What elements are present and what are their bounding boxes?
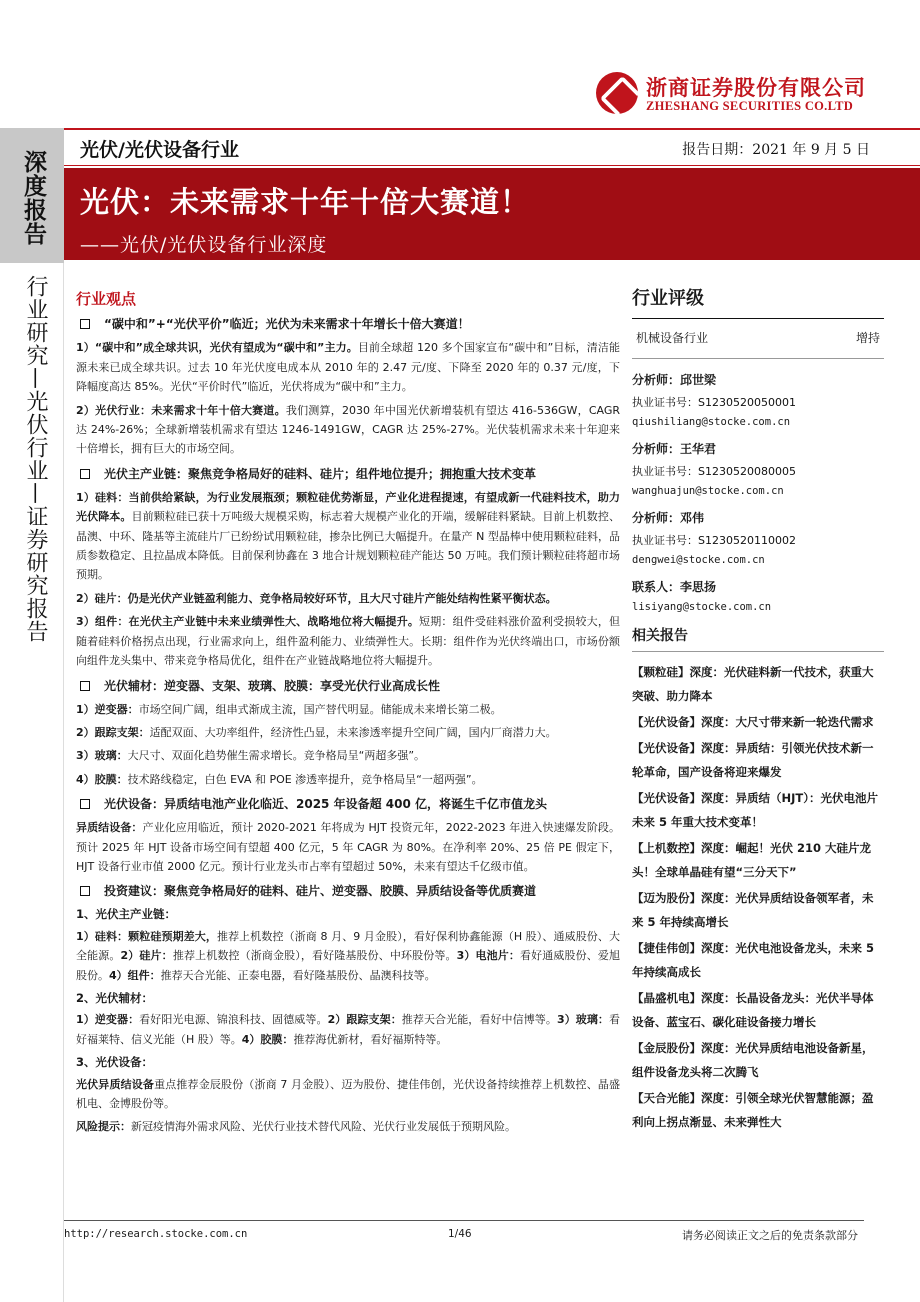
sector-name: 光伏/光伏设备行业 [80, 139, 239, 161]
related-report[interactable]: 【晶盛机电】深度：长晶设备龙头：光伏半导体设备、蓝宝石、碳化硅设备接力增长 [632, 991, 874, 1029]
rating-row [632, 319, 884, 359]
related-report[interactable]: 【捷佳伟创】深度：光伏电池设备龙头，未来 5 年持续高成长 [632, 941, 875, 979]
analyst-block [632, 371, 884, 613]
rating-value: 增持 [855, 331, 880, 345]
paragraph: 1）“碳中和”成全球共识，光伏有望成为“碳中和”主力。目前全球超 120 多个国家宣布“碳中和”目标，清洁能源未来已成全球共识。过去 10 年光伏度电成本从 2010 年的 2.47 元/度、下降至 2020 年的 0.37 元/度，下降幅度高达 85%。光伏“平价时代”临近，光伏将成为“碳中和”主力。 [76, 341, 620, 394]
paragraph: 光伏异质结设备重点推荐金辰股份（浙商 7 月金股）、迈为股份、捷佳伟创，光伏设备持续推荐上机数控、晶盛机电、金博股份等。 [76, 1077, 620, 1110]
logo-cn: 浙商证券股份有限公司 [646, 76, 866, 100]
related-report[interactable]: 【上机数控】深度：崛起！光伏 210 大硅片龙头！全球单晶硅有望“三分天下” [632, 841, 872, 879]
sub-title: 1、光伏主产业链： [76, 907, 177, 922]
analyst-email[interactable]: qiushiliang@stocke.com.cn [632, 416, 791, 428]
related-report[interactable]: 【光伏设备】深度：异质结（HJT）：光伏电池片未来 5 年重大技术变革！ [632, 791, 878, 829]
analyst-email[interactable]: dengwei@stocke.com.cn [632, 554, 765, 566]
paragraph: 1）逆变器：看好阳光电源、锦浪科技、固德威等。2）跟踪支架：推荐天合光能，看好中信博等。3）玻璃：看好福莱特、信义光能（H 股）等。4）胶膜：推荐海优新材，看好福斯特等。 [76, 1013, 621, 1046]
related-report[interactable]: 【天合光能】深度：引领全球光伏智慧能源；盈利向上拐点渐显、未来弹性大 [632, 1091, 874, 1129]
related-head: 相关报告 [632, 625, 884, 652]
main-content [76, 290, 620, 1141]
analyst-license: 执业证书号：S1230520110002 [632, 534, 796, 547]
footer-url[interactable]: http://research.stocke.com.cn [64, 1228, 248, 1240]
related-report[interactable]: 【迈为股份】深度：光伏异质结设备领军者，未来 5 年持续高增长 [632, 891, 874, 929]
checkbox-icon [80, 799, 90, 809]
paragraph: 3）组件：在光伏主产业链中未来业绩弹性大、战略地位将大幅提升。短期：组件受硅料涨价盈利受损较大，但随着硅料价格拐点出现，行业需求向上，组件盈利能力、业绩弹性大。长期：组件作为光伏终端出口，市场份额向组件龙头集中、带来竞争格局优化，组件在产业链战略地位将大幅提升。 [76, 615, 621, 668]
sub-title: 3、光伏设备： [76, 1055, 154, 1070]
bullet-heading: 光伏辅材：逆变器、支架、玻璃、胶膜：享受光伏行业高成长性 [76, 677, 620, 696]
analyst-license: 执业证书号：S1230520080005 [632, 465, 796, 478]
paragraph: 1）硅料：当前供给紧缺，为行业发展瓶颈；颗粒硅优势渐显，产业化进程提速，有望成新一代硅料技术，助力光伏降本。目前颗粒硅已获十万吨级大规模采购，标志着大规模产业化的开端，缓解硅料紧缺。目前上机数控、晶澳、中环、隆基等主流硅片厂已纷纷试用颗粒硅，掺杂比例已大幅提升。在量产 N 型晶棒中使用颗粒硅料，品质参数稳定、且拉晶成本降低。目前保利协鑫在 3 地合计规划颗粒硅产能达 50 万吨。我们预计颗粒硅将超市场预期。 [76, 490, 621, 582]
checkbox-icon [80, 469, 90, 479]
page-number: 1/46 [448, 1228, 472, 1240]
paragraph: 2）光伏行业：未来需求十年十倍大赛道。我们测算，2030 年中国光伏新增装机有望达 416-536GW，CAGR 达 24%-26%；全球新增装机需求有望达 1246-1491GW，CAGR 达 25%-27%。光伏装机需求未来十年迎来十倍增长，拥有巨大的市场空间。 [76, 403, 620, 456]
analyst-email[interactable]: wanghuajun@stocke.com.cn [632, 485, 784, 497]
paragraph: 2）硅片：仍是光伏产业链盈利能力、竞争格局较好环节，且大尺寸硅片产能处结构性紧平衡状态。 [76, 591, 557, 605]
paragraph: 1）硅料：颗粒硅预期差大，推荐上机数控（浙商 8 月、9 月金股），看好保利协鑫能源（H 股）、通威股份、大全能源。2）硅片：推荐上机数控（浙商金股），看好隆基股份、中环股份等。3）电池片：看好通威股份、爱旭股份。4）组件：推荐天合光能、正泰电器，看好隆基股份、晶澳科技等。 [76, 929, 621, 982]
report-title: 光伏：未来需求十年十倍大赛道！ [80, 185, 531, 219]
paragraph: 异质结设备：产业化应用临近，预计 2020-2021 年将成为 HJT 投资元年，2022-2023 年进入快速爆发阶段。预计 2025 年 HJT 设备市场空间有望超 400 亿元，5 年 CAGR 为 80%。在净利率 20%、25 倍 PE 假定下，HJT 设备行业市值 2000 亿元。预计行业龙头市占率有望超过 50%，未来有望达千亿级市值。 [76, 821, 621, 873]
report-subtitle: ——光伏/光伏设备行业深度 [80, 234, 328, 256]
bullet-heading: 光伏设备：异质结电池产业化临近、2025 年设备超 400 亿，将诞生千亿市值龙头 [76, 795, 620, 814]
sub-title: 2、光伏辅材： [76, 990, 154, 1005]
industry-name: 机械设备行业 [636, 331, 709, 345]
paragraph: 4）胶膜：技术路线稳定，白色 EVA 和 POE 渗透率提升，竞争格局呈“一超两强”。 [76, 772, 483, 786]
footer-disclaimer: 请务必阅读正文之后的免责条款部分 [682, 1229, 858, 1242]
related-report[interactable]: 【光伏设备】深度：大尺寸带来新一轮迭代需求 [632, 715, 874, 729]
related-report[interactable]: 【颗粒硅】深度：光伏硅料新一代技术，获重大突破、助力降本 [632, 665, 874, 703]
bullet-heading: “碳中和”+“光伏平价”临近；光伏为未来需求十年增长十倍大赛道！ [76, 315, 620, 334]
section-head: 行业观点 [76, 290, 137, 308]
risk-warning: 风险提示：新冠疫情海外需求风险、光伏行业技术替代风险、光伏行业发展低于预期风险。 [76, 1120, 516, 1134]
bullet-heading: 光伏主产业链：聚焦竞争格局好的硅料、硅片；组件地位提升；拥抱重大技术变革 [76, 465, 620, 484]
analyst-license: 执业证书号：S1230520050001 [632, 396, 796, 409]
contact-name: 联系人：李思扬 [632, 580, 717, 594]
logo-mark-icon [596, 72, 638, 114]
vertical-category-label: 行业研究—光伏行业—证券研究报告 [23, 275, 48, 643]
related-report[interactable]: 【光伏设备】深度：异质结：引领光伏技术新一轮革命，国产设备将迎来爆发 [632, 741, 874, 779]
sidebar [632, 284, 884, 1136]
rating-head: 行业评级 [632, 284, 884, 319]
report-date: 报告日期：2021 年 9 月 5 日 [682, 142, 870, 158]
checkbox-icon [80, 319, 90, 329]
report-type-label: 深度报告 [20, 150, 46, 246]
footer-divider [64, 1220, 864, 1221]
checkbox-icon [80, 681, 90, 691]
contact-email[interactable]: lisiyang@stocke.com.cn [632, 601, 772, 613]
related-report[interactable]: 【金辰股份】深度：光伏异质结电池设备新星，组件设备龙头将二次腾飞 [632, 1041, 874, 1079]
checkbox-icon [80, 886, 90, 896]
paragraph: 2）跟踪支架：适配双面、大功率组件，经济性凸显，未来渗透率提升空间广阔，国内厂商潜力大。 [76, 725, 557, 739]
analyst-name: 分析师：邓伟 [632, 511, 705, 525]
analyst-name: 分析师：王华君 [632, 442, 717, 456]
analyst-name: 分析师：邱世梁 [632, 373, 717, 387]
company-logo [596, 72, 876, 118]
logo-en: ZHESHANG SECURITIES CO.LTD [646, 99, 854, 113]
paragraph: 3）玻璃：大尺寸、双面化趋势催生需求增长。竞争格局呈“两超多强”。 [76, 749, 426, 763]
paragraph: 1）逆变器：市场空间广阔，组串式渐成主流，国产替代明显。储能成未来增长第二极。 [76, 702, 502, 716]
bullet-heading: 投资建议：聚焦竞争格局好的硅料、硅片、逆变器、胶膜、异质结设备等优质赛道 [76, 882, 620, 901]
